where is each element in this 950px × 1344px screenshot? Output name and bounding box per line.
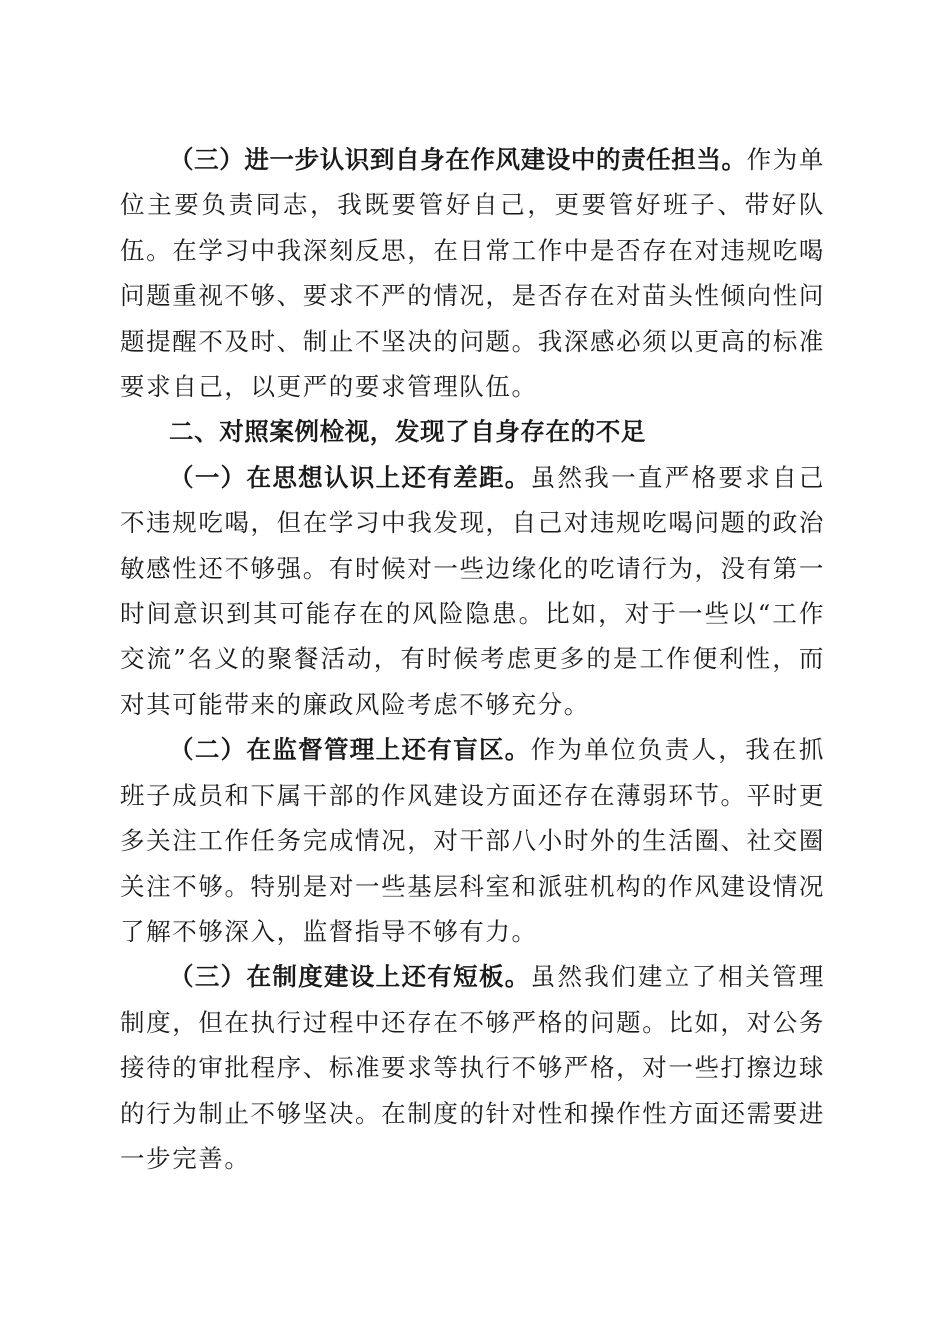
paragraph-lead: （一）在思想认识上还有差距。: [169, 462, 531, 492]
paragraph-responsibility: [120, 137, 825, 409]
paragraph-system-gap: [120, 954, 825, 1181]
section-heading: 二、对照案例检视，发现了自身存在的不足: [169, 417, 646, 447]
paragraph-lead: （三）在制度建设上还有短板。: [169, 962, 531, 992]
paragraph-thinking-gap: [120, 455, 825, 727]
document-page: [120, 137, 825, 1181]
paragraph-body: 作为单位主要负责同志，我既要管好自己，更要管好班子、带好队伍。在学习中我深刻反思，在日常工作中是否存在对违规吃喝问题重视不够、要求不严的情况，是否存在对苗头性倾向性问题提醒不及时、制止不坚决的问题。我深感必须以更高的标准要求自己，以更严的要求管理队伍。: [120, 145, 825, 402]
paragraph-body: 作为单位负责人，我在抓班子成员和下属干部的作风建设方面还存在薄弱环节。平时更多关注工作任务完成情况，对干部八小时外的生活圈、社交圈关注不够。特别是对一些基层科室和派驻机构的作风建设情况了解不够深入，监督指导不够有力。: [120, 735, 825, 946]
paragraph-body: 虽然我一直严格要求自己不违规吃喝，但在学习中我发现，自己对违规吃喝问题的政治敏感性还不够强。有时候对一些边缘化的吃请行为，没有第一时间意识到其可能存在的风险隐患。比如，对于一些以“工作交流”名义的聚餐活动，有时候考虑更多的是工作便利性，而对其可能带来的廉政风险考虑不够充分。: [120, 462, 825, 719]
paragraph-lead: （三）进一步认识到自身在作风建设中的责任担当。: [169, 145, 747, 174]
paragraph-supervision-gap: [120, 727, 825, 954]
paragraph-body: 虽然我们建立了相关管理制度，但在执行过程中还存在不够严格的问题。比如，对公务接待的审批程序、标准要求等执行不够严格，对一些打擦边球的行为制止不够坚决。在制度的针对性和操作性方面还需要进一步完善。: [120, 962, 825, 1173]
paragraph-lead: （二）在监督管理上还有盲区。: [169, 735, 531, 765]
